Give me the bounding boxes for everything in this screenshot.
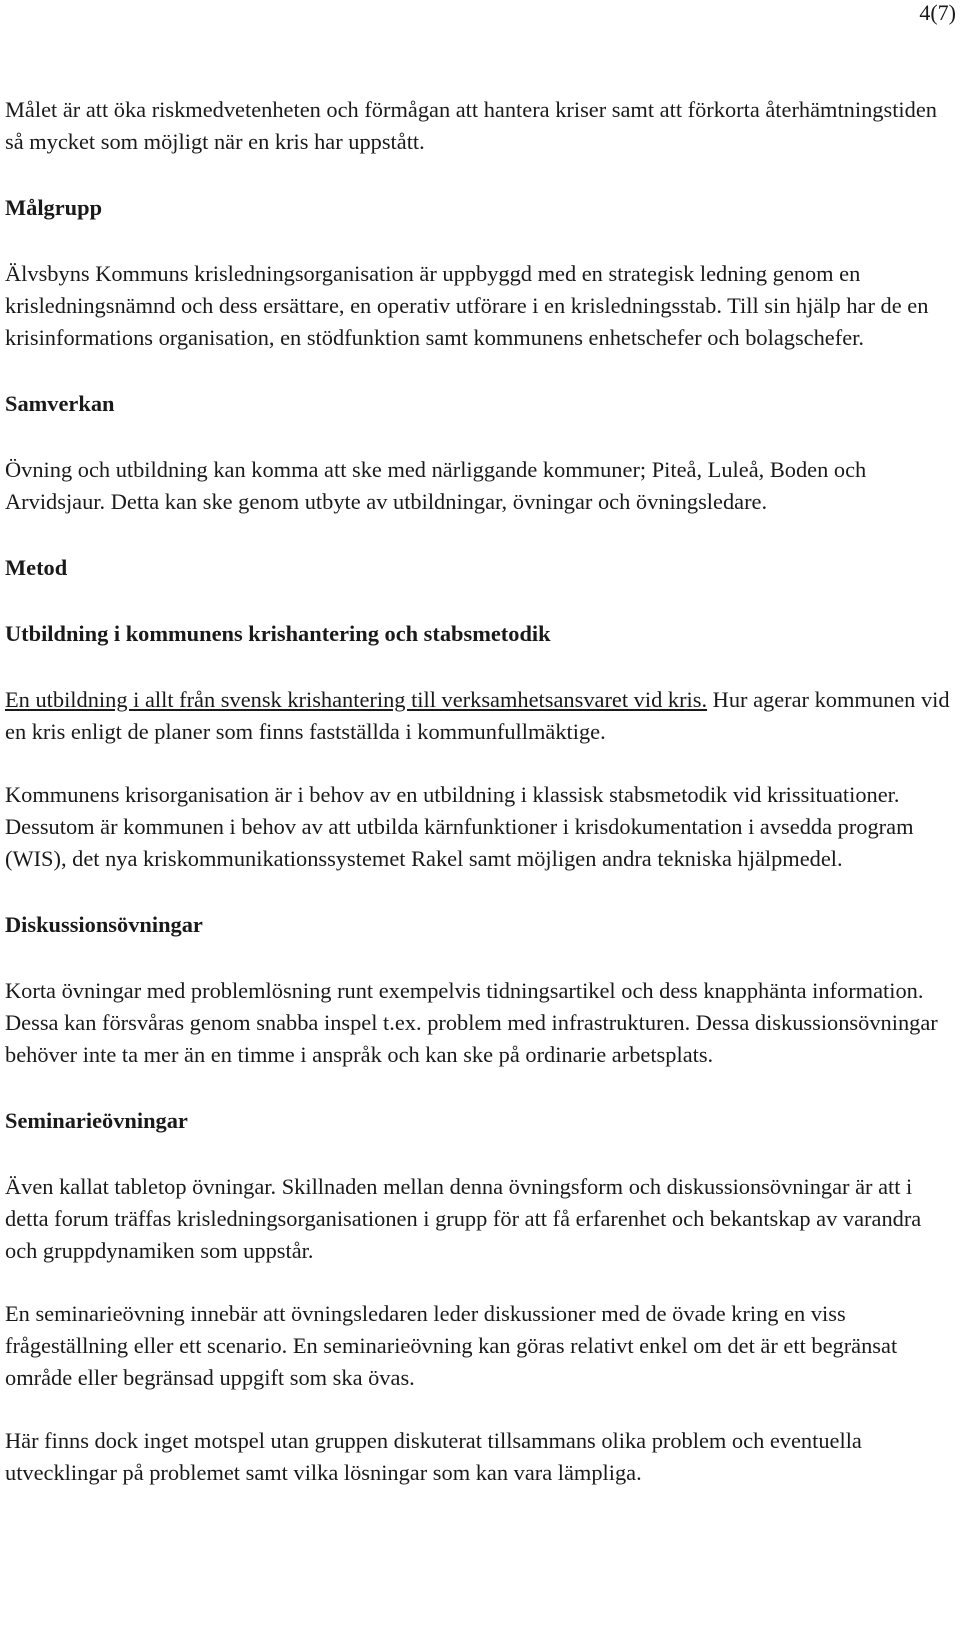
document-body bbox=[5, 94, 957, 1489]
cooperation-heading: Samverkan bbox=[5, 391, 115, 416]
goal-paragraph: Målet är att öka riskmedvetenheten och förmågan att hantera kriser samt att förkorta återhämtningstiden så mycket som möjligt när en kris har uppstått. bbox=[5, 97, 937, 154]
seminar-paragraph-2: En seminarieövning innebär att övningsledaren leder diskussioner med de övade kring en viss frågeställning eller ett scenario. En seminarieövning kan göras relativt enkel om det är ett begränsat område eller begränsad uppgift som ska övas. bbox=[5, 1301, 898, 1390]
training-underlined-text: En utbildning i allt från svensk krishantering till verksamhetsansvaret vid kris. bbox=[5, 687, 708, 712]
training-heading: Utbildning i kommunens krishantering och stabsmetodik bbox=[5, 621, 551, 646]
method-heading: Metod bbox=[5, 555, 68, 580]
target-group-heading: Målgrupp bbox=[5, 195, 103, 220]
training-paragraph bbox=[5, 684, 957, 748]
page-number: 4(7) bbox=[919, 0, 956, 25]
seminar-paragraph-1: Även kallat tabletop övningar. Skillnaden mellan denna övningsform och diskussionsövningar är att i detta forum träffas krisledningsorganisationen i grupp för att få erfarenhet och bekantskap av varandra och gruppdynamiken som uppstår. bbox=[5, 1174, 922, 1263]
training-rest-text: Hur agerar kommunen vid en kris enligt de planer som finns fastställda i kommunfullmäktige. bbox=[5, 687, 950, 744]
discussion-paragraph: Korta övningar med problemlösning runt exempelvis tidningsartikel och dess knapphänta information. Dessa kan försvåras genom snabba inspel t.ex. problem med infrastrukturen. Dessa diskussionsövningar behöver inte ta mer än en timme i anspråk och kan ske på ordinarie arbetsplats. bbox=[5, 978, 938, 1067]
seminar-paragraph-3: Här finns dock inget motspel utan gruppen diskuterat tillsammans olika problem och eventuella utvecklingar på problemet samt vilka lösningar som kan vara lämpliga. bbox=[5, 1428, 862, 1485]
cooperation-paragraph: Övning och utbildning kan komma att ske med närliggande kommuner; Piteå, Luleå, Boden och Arvidsjaur. Detta kan ske genom utbyte av utbildningar, övningar och övningsledare. bbox=[5, 457, 867, 514]
target-group-paragraph: Älvsbyns Kommuns krisledningsorganisation är uppbyggd med en strategisk ledning genom en krisledningsnämnd och dess ersättare, en operativ utförare i en krisledningsstab. Till sin hjälp har de en krisinformations organisation, en stödfunktion samt kommunens enhetschefer och bolagschefer. bbox=[5, 261, 929, 350]
seminar-heading: Seminarieövningar bbox=[5, 1108, 188, 1133]
training-paragraph-2: Kommunens krisorganisation är i behov av en utbildning i klassisk stabsmetodik vid krissituationer. Dessutom är kommunen i behov av att utbilda kärnfunktioner i krisdokumentation i avsedda program (WIS), det nya kriskommunikationssystemet Rakel samt möjligen andra tekniska hjälpmedel. bbox=[5, 782, 914, 871]
discussion-heading: Diskussionsövningar bbox=[5, 912, 203, 937]
